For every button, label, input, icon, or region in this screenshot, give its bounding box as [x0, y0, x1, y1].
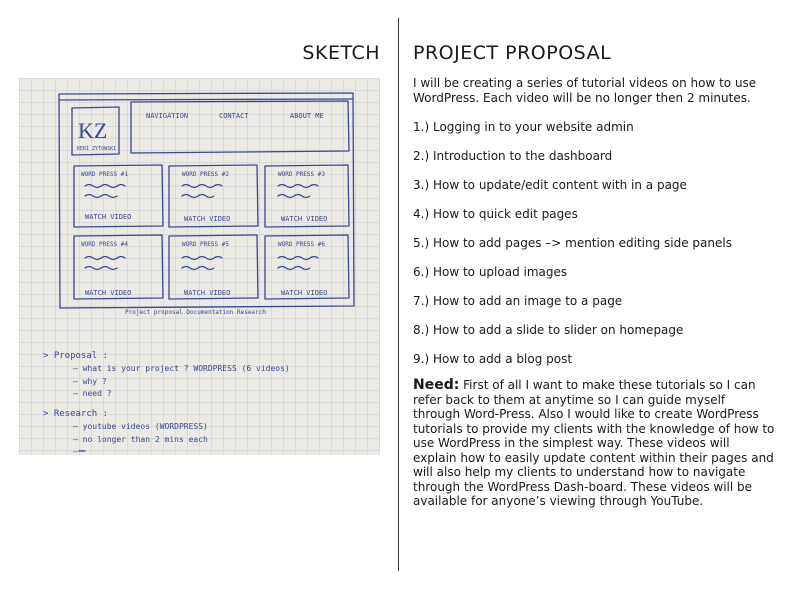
sketch-nav-2: CONTACT	[219, 112, 249, 120]
sketch-card-title-3: WORD PRESS #3	[278, 171, 325, 178]
sketch-logo-sub: KERI ZYTOWSKI	[77, 146, 117, 152]
list-item: 4.) How to quick edit pages	[413, 207, 578, 221]
sketch-logo: KZ	[78, 118, 108, 143]
proposal-intro: I will be creating a series of tutorial videos on how to use WordPress. Each video will be no longer then 2 minutes.	[413, 76, 757, 105]
sketch-note-2: – what is your project ? WORDPRESS (6 videos)	[73, 364, 290, 373]
sketch-card-button-5: WATCH VIDEO	[184, 289, 231, 297]
sketch-note-1: > Proposal :	[43, 351, 109, 361]
list-item: 6.) How to upload images	[413, 265, 568, 279]
sketch-note-4: – need ?	[73, 389, 112, 398]
sketch-card-button-2: WATCH VIDEO	[184, 215, 231, 223]
sketch-card-title-2: WORD PRESS #2	[182, 171, 229, 178]
sketch-note-6: – youtube videos (WORDPRESS)	[73, 422, 208, 431]
list-item: 5.) How to add pages –> mention editing side panels	[413, 236, 732, 250]
sketch-note-7: – no longer than 2 mins each	[73, 435, 208, 444]
sketch-photo	[19, 78, 380, 455]
sketch-nav-3: ABOUT ME	[290, 112, 324, 120]
sketch-footer-links: Project proposal Documentation Research	[125, 309, 266, 316]
list-item: 3.) How to update/edit content with in a page	[413, 178, 687, 192]
list-item: 2.) Introduction to the dashboard	[413, 149, 613, 163]
column-divider	[398, 18, 399, 571]
list-item: 8.) How to add a slide to slider on homepage	[413, 323, 684, 337]
list-item: 7.) How to add an image to a page	[413, 294, 623, 308]
sketch-card-title-6: WORD PRESS #6	[278, 241, 325, 248]
sketch-card-button-4: WATCH VIDEO	[85, 289, 132, 297]
sketch-card-title-5: WORD PRESS #5	[182, 241, 229, 248]
sketch-note-5: > Research :	[43, 409, 109, 419]
sketch-card-button-3: WATCH VIDEO	[281, 215, 328, 223]
sketch-note-3: – why ?	[73, 377, 107, 386]
sketch-note-8: –	[73, 447, 78, 455]
list-item: 9.) How to add a blog post	[413, 352, 573, 366]
sketch-heading: SKETCH	[302, 42, 380, 64]
sketch-card-button-1: WATCH VIDEO	[85, 213, 132, 221]
sketch-card-title-4: WORD PRESS #4	[81, 241, 128, 248]
sketch-card-title-1: WORD PRESS #1	[81, 171, 128, 178]
need-paragraph	[413, 378, 775, 509]
proposal-heading: PROJECT PROPOSAL	[413, 42, 612, 64]
sketch-card-button-6: WATCH VIDEO	[281, 289, 328, 297]
proposal-body	[413, 76, 775, 508]
need-text: First of all I want to make these tutorials so I can refer back to them at anytime so I can guide myself through Word-Press. Also I would like to create WordPress tutorials to provide my clients with the knowledge of how to use WordPress in the simplest way. These videos will explain how to easily update content within their pages and will also help my clients to understand how to navigate through the WordPress Dash-board. These videos will be available for anyone’s viewing through YouTube.	[413, 378, 775, 508]
sketch-nav-1: NAVIGATION	[146, 112, 189, 120]
need-label: Need:	[413, 377, 460, 393]
list-item: 1.) Logging in to your website admin	[413, 120, 634, 134]
